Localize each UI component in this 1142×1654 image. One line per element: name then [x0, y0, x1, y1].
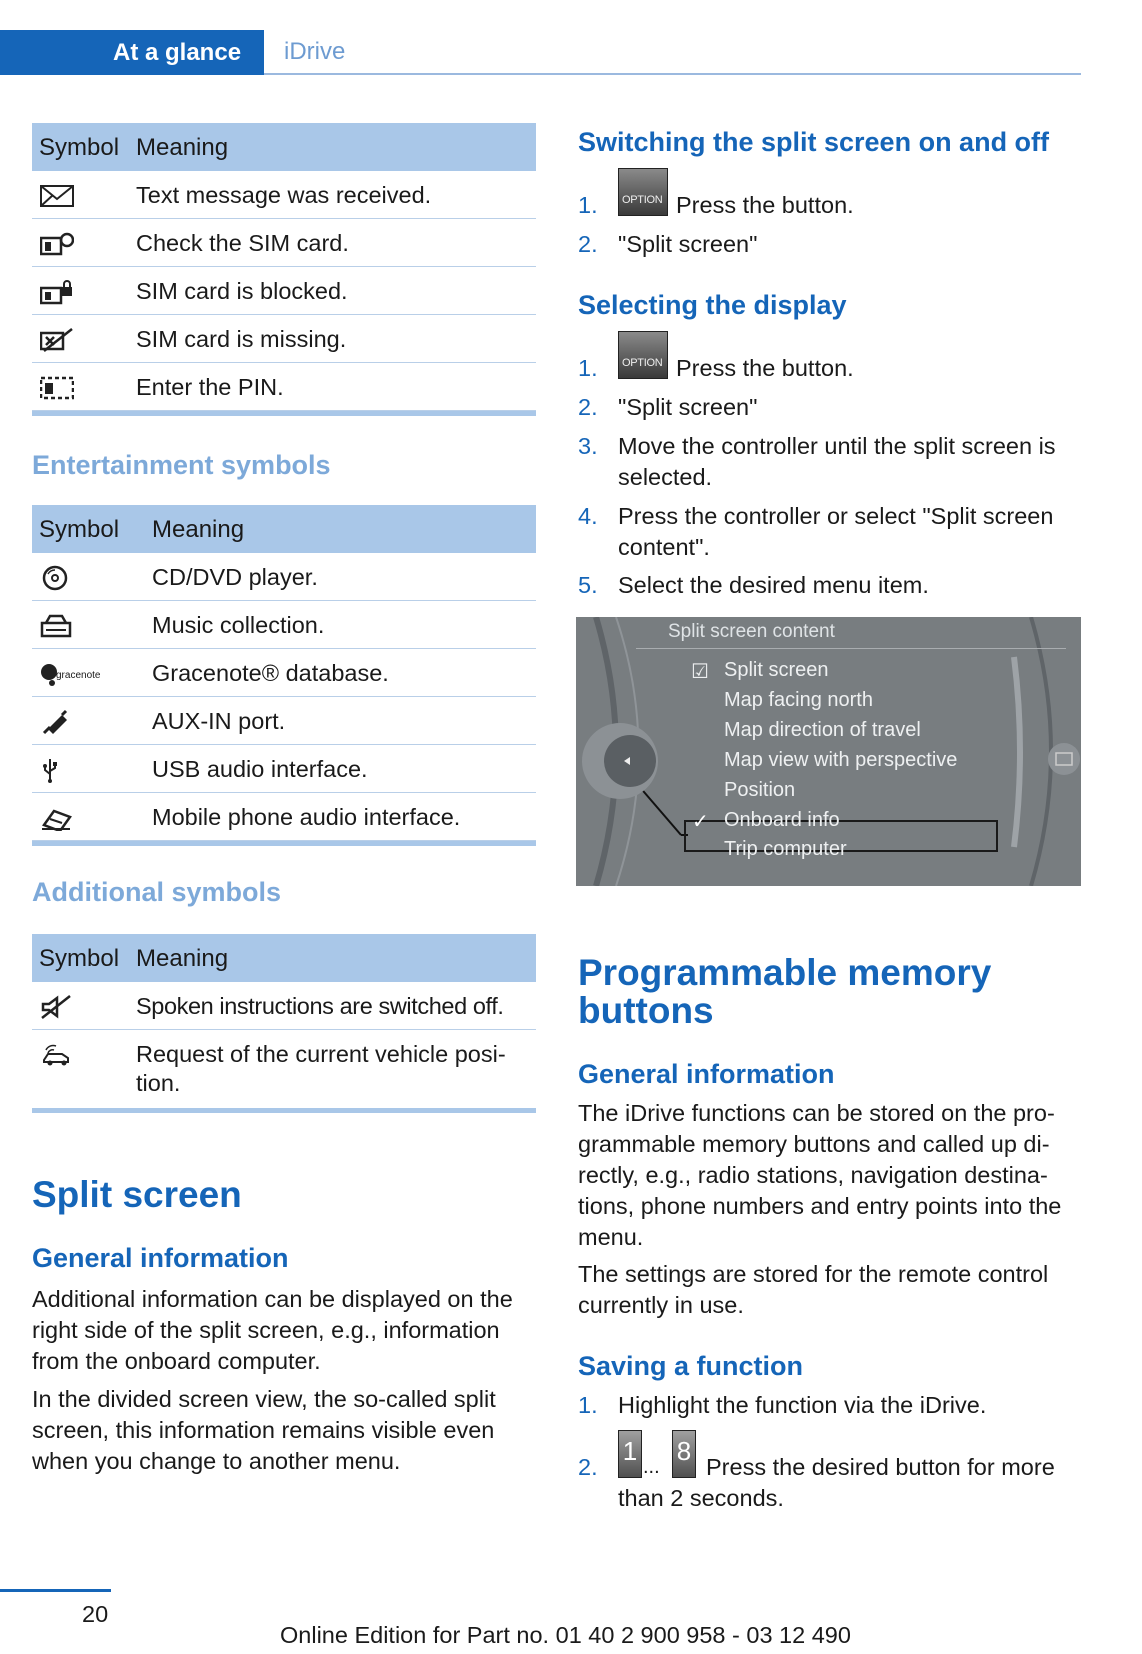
option-button-icon — [618, 168, 668, 216]
table-row — [32, 219, 536, 267]
table-header — [32, 123, 536, 171]
header-symbol: Symbol — [39, 516, 120, 543]
saving-step-1 — [578, 1390, 1078, 1421]
step-text-line1: Press the desired button for more — [706, 1454, 1055, 1480]
speech-off-icon — [40, 994, 74, 1020]
display-divider — [636, 648, 1066, 649]
table-row — [32, 1030, 536, 1108]
display-title: Split screen content — [668, 621, 835, 642]
entertainment-heading: Entertainment symbols — [32, 450, 331, 480]
row-meaning: Enter the PIN. — [136, 374, 284, 400]
step-text-line2: than 2 seconds. — [618, 1485, 784, 1511]
step-text: "Split screen" — [618, 394, 758, 420]
header-meaning: Meaning — [136, 945, 229, 972]
step-text: Select the desired menu item. — [618, 572, 929, 598]
option-label: OPTION — [622, 194, 663, 206]
page-number: 20 — [82, 1601, 109, 1627]
saving-heading: Saving a function — [578, 1351, 804, 1381]
table-end-rule — [32, 1108, 536, 1113]
table-end-rule — [32, 411, 536, 416]
selecting-step-3 — [578, 431, 1078, 493]
row-meaning: Gracenote® database. — [152, 660, 389, 686]
table-row — [32, 793, 536, 841]
step-text: Press the button. — [676, 355, 854, 381]
row-meaning: Mobile phone audio interface. — [152, 804, 461, 830]
split-screen-display — [576, 617, 1081, 886]
footer-rule — [0, 1589, 111, 1592]
step-number: 3. — [578, 433, 598, 459]
row-meaning: AUX-IN port. — [152, 708, 286, 734]
cd-dvd-icon — [40, 565, 74, 591]
table-header — [32, 505, 536, 553]
menu-item-map-direction[interactable]: Map direction of travel — [724, 719, 921, 741]
menu-item-trip-computer[interactable]: Trip computer — [724, 838, 847, 860]
row-meaning: SIM card is missing. — [136, 326, 347, 352]
table-row — [32, 649, 536, 697]
row-meaning-line2: tion. — [136, 1070, 181, 1096]
controller-knob-icon — [580, 721, 660, 801]
split-general-heading: General information — [32, 1243, 289, 1273]
step-number: 4. — [578, 503, 598, 529]
menu-item-map-perspective[interactable]: Map view with perspective — [724, 749, 958, 771]
text-line: The iDrive functions can be stored on the pro- — [578, 1100, 1055, 1126]
gracenote-wordmark: gracenote — [56, 670, 101, 681]
title-line2: buttons — [578, 990, 714, 1031]
text-line: The settings are stored for the remote control — [578, 1261, 1049, 1287]
sim-pin-icon — [40, 375, 74, 401]
text-line: when you change to another menu. — [32, 1448, 401, 1474]
row-meaning: SIM card is blocked. — [136, 278, 348, 304]
text-line: currently in use. — [578, 1292, 744, 1318]
footer-edition: Online Edition for Part no. 01 40 2 900 958 - 03 12 490 — [280, 1622, 851, 1648]
table-row — [32, 982, 536, 1030]
split-general-para2 — [32, 1384, 496, 1477]
saving-step-2 — [578, 1436, 1078, 1514]
step-number: 1. — [578, 192, 598, 218]
selecting-step-4 — [578, 501, 1078, 563]
additional-heading: Additional symbols — [32, 877, 282, 907]
table-row — [32, 171, 536, 219]
checkbox-icon[interactable]: ☑ — [691, 661, 709, 683]
menu-item-map-facing-north[interactable]: Map facing north — [724, 689, 873, 711]
aux-in-icon — [40, 709, 74, 735]
table-row — [32, 267, 536, 315]
table-row — [32, 745, 536, 793]
table-row — [32, 363, 536, 411]
mobile-phone-audio-icon — [40, 805, 74, 831]
header-meaning: Meaning — [136, 134, 229, 161]
text-line: grammable memory buttons and called up di- — [578, 1131, 1050, 1157]
step-text-line2: content". — [618, 534, 710, 560]
sim-check-icon — [40, 231, 74, 257]
selecting-heading: Selecting the display — [578, 290, 847, 320]
step-text: Highlight the function via the iDrive. — [618, 1392, 987, 1418]
split-general-para1 — [32, 1284, 513, 1377]
table-row — [32, 553, 536, 601]
row-meaning: Text message was received. — [136, 182, 432, 208]
option-button-icon — [618, 331, 668, 379]
display-side-icon — [1046, 741, 1081, 777]
row-meaning: CD/DVD player. — [152, 564, 318, 590]
step-number: 2. — [578, 394, 598, 420]
menu-item-position[interactable]: Position — [724, 779, 796, 801]
memory-general-heading: General information — [578, 1059, 835, 1089]
sim-blocked-icon — [40, 279, 74, 305]
music-collection-icon — [40, 613, 74, 639]
header-meaning: Meaning — [152, 516, 245, 543]
envelope-icon — [40, 183, 74, 209]
usb-icon — [40, 757, 74, 783]
switching-heading: Switching the split screen on and off — [578, 127, 1050, 157]
table-row — [32, 697, 536, 745]
step-number: 1. — [578, 1392, 598, 1418]
phone-symbols-table — [32, 123, 536, 416]
text-line: menu. — [578, 1224, 644, 1250]
selecting-step-2 — [578, 392, 1078, 423]
entertainment-symbols-table — [32, 505, 536, 846]
text-line: tions, phone numbers and entry points into the — [578, 1193, 1062, 1219]
step-number: 1. — [578, 355, 598, 381]
text-line: Additional information can be displayed on the — [32, 1286, 513, 1312]
step-number: 5. — [578, 572, 598, 598]
table-end-rule — [32, 841, 536, 846]
text-line: screen, this information remains visible even — [32, 1417, 495, 1443]
step-text: Press the button. — [676, 192, 854, 218]
step-text-line2: selected. — [618, 464, 713, 490]
text-line: In the divided screen view, the so-called split — [32, 1386, 496, 1412]
selecting-step-5 — [578, 570, 1078, 601]
step-text-line1: Press the controller or select "Split screen — [618, 503, 1054, 529]
header-section: iDrive — [284, 38, 346, 65]
table-row — [32, 315, 536, 363]
header-rule — [264, 73, 1081, 75]
memory-general-para2 — [578, 1259, 1048, 1321]
menu-item-onboard-info[interactable]: Onboard info — [724, 809, 840, 831]
switching-step-1 — [578, 190, 1078, 230]
text-line: right side of the split screen, e.g., information — [32, 1317, 500, 1343]
step-text-line1: Move the controller until the split screen is — [618, 433, 1056, 459]
selecting-step-1 — [578, 353, 1078, 393]
row-meaning: Music collection. — [152, 612, 325, 638]
check-icon: ✓ — [692, 811, 709, 833]
row-meaning: USB audio interface. — [152, 756, 368, 782]
header-tab — [0, 30, 264, 75]
table-header — [32, 934, 536, 982]
row-meaning: Check the SIM card. — [136, 230, 349, 256]
switching-step-2 — [578, 229, 1078, 260]
text-line: from the onboard computer. — [32, 1348, 321, 1374]
step-number: 2. — [578, 1454, 598, 1480]
header-tab-label: At a glance — [113, 39, 242, 66]
memory-key-1-icon: 1 — [618, 1430, 642, 1478]
additional-symbols-table — [32, 934, 536, 1113]
ellipsis: ... — [643, 1456, 660, 1478]
title-line1: Programmable memory — [578, 952, 992, 993]
header-symbol: Symbol — [39, 945, 120, 972]
option-label: OPTION — [622, 357, 663, 369]
step-number: 2. — [578, 231, 598, 257]
memory-key-8-icon: 8 — [672, 1430, 696, 1478]
memory-general-para1 — [578, 1098, 1061, 1253]
vehicle-position-icon — [40, 1042, 74, 1068]
step-text: "Split screen" — [618, 231, 758, 257]
menu-item-split-screen[interactable]: Split screen — [724, 659, 829, 681]
memory-title — [578, 954, 991, 1030]
table-row — [32, 601, 536, 649]
sim-missing-icon — [40, 327, 74, 353]
text-line: rectly, e.g., radio stations, navigation destina- — [578, 1162, 1048, 1188]
header-symbol: Symbol — [39, 134, 120, 161]
row-meaning-line1: Request of the current vehicle posi- — [136, 1041, 506, 1067]
split-screen-title: Split screen — [32, 1174, 242, 1215]
row-meaning: Spoken instructions are switched off. — [136, 993, 504, 1019]
